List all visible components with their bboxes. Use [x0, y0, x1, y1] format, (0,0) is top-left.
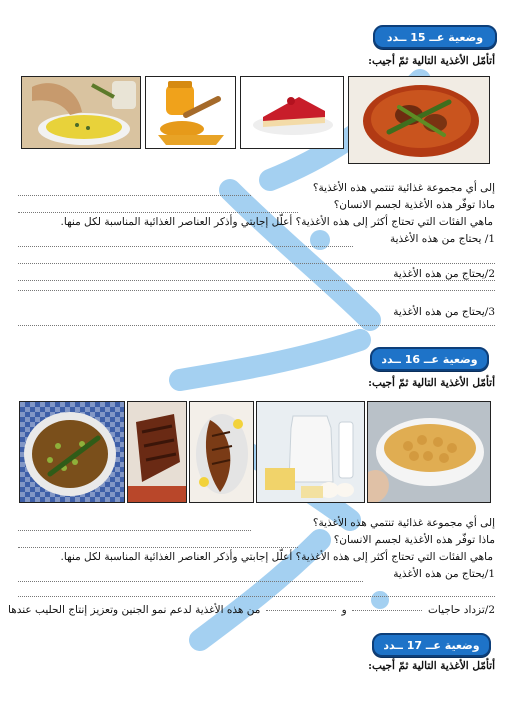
cake-image	[240, 76, 344, 149]
answer-line[interactable]	[18, 280, 495, 281]
answer-line[interactable]	[352, 610, 422, 611]
milk-dairy-image	[256, 401, 365, 503]
section-15-question-1: إلى أي مجموعة غذائية تنتمي هذه الأغذية؟	[312, 182, 495, 194]
grilled-fish-image	[189, 401, 254, 503]
answer-line[interactable]	[18, 530, 251, 531]
answer-line[interactable]	[18, 263, 495, 264]
section-16-need-2-row	[8, 604, 495, 616]
answer-line[interactable]	[18, 246, 353, 247]
answer-line[interactable]	[18, 596, 495, 597]
section-16-question-2: ماذا توفّر هذه الأغذية لجسم الانسان؟	[333, 534, 495, 546]
grilled-meat-image	[127, 401, 187, 503]
section-16-need-2-end: من هذه الأغذية لدعم نمو الجنين وتعزيز إنتاج الحليب عندها	[8, 604, 261, 616]
section-16-badge: وضعية عــ 16 ــدد	[370, 347, 489, 371]
chickpeas-image	[367, 401, 491, 503]
section-16-question-1: إلى أي مجموعة غذائية تنتمي هذه الأغذية؟	[312, 517, 495, 529]
section-15-need-2: 2/يحتاج من هذه الأغذية	[393, 268, 495, 280]
section-15-badge: وضعية عــ 15 ــدد	[373, 25, 497, 49]
section-15-question-2: ماذا توفّر هذه الأغذية لجسم الانسان؟	[333, 199, 495, 211]
answer-line[interactable]	[18, 195, 251, 196]
section-15-instruction: أتأمّل الأغذية التالية ثمّ أجيب:	[368, 55, 495, 67]
honey-image	[145, 76, 236, 149]
section-15-question-3: ماهي الفئات التي تحتاج أكثر إلى هذه الأغذية؟ أعلّل إجابتي وأذكر العناصر الغذائية المناسبة لكل منها.	[60, 216, 493, 228]
answer-line[interactable]	[18, 581, 363, 582]
section-16-need-2-start: 2/تزداد حاجيات	[428, 604, 495, 616]
answer-line[interactable]	[18, 325, 495, 326]
section-17-badge: وضعية عــ 17 ــدد	[372, 633, 491, 657]
section-15-need-3: 3/يحتاج من هذه الأغذية	[393, 306, 495, 318]
section-16-instruction: أتأمّل الأغذية التالية ثمّ أجيب:	[368, 377, 495, 389]
answer-line[interactable]	[266, 610, 336, 611]
answer-line[interactable]	[18, 290, 495, 291]
section-16-question-3: ماهي الفئات التي تحتاج أكثر إلى هذه الأغذية؟ أعلّل إجابتي وأذكر العناصر الغذائية المناسبة لكل منها.	[60, 551, 493, 563]
pea-stew-image	[19, 401, 125, 503]
section-17-instruction: أتأمّل الأغذية التالية ثمّ أجيب:	[368, 660, 495, 672]
section-16-need-2-and: و	[341, 604, 347, 616]
answer-line[interactable]	[18, 212, 298, 213]
meat-stew-image	[348, 76, 490, 164]
section-15-need-1: 1/ يحتاج من هذه الأغذية	[389, 233, 495, 245]
answer-line[interactable]	[18, 547, 298, 548]
section-16-need-1: 1/يحتاج من هذه الأغذية	[393, 568, 495, 580]
olive-oil-bread-image	[21, 76, 141, 149]
